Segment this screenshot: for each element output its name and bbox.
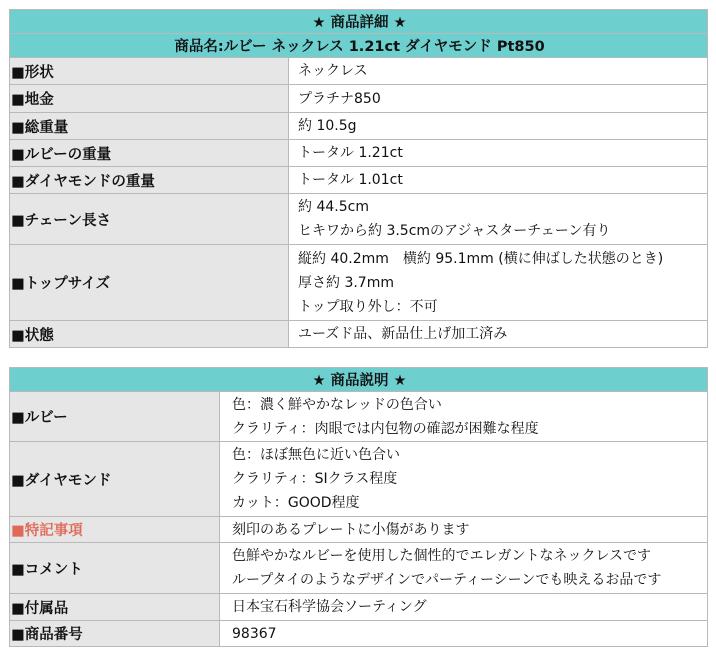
label-diamond: ■ダイヤモンド — [10, 442, 220, 517]
label-item-number: ■商品番号 — [10, 621, 220, 647]
value-top-size: 縦約 40.2mm 横約 95.1mm (横に伸ばした状態のとき) 厚さ約 3.7mm トップ取り外し：不可 — [289, 245, 708, 321]
label-special-notes: ■特記事項 — [10, 517, 220, 543]
description-title: ★ 商品説明 ★ — [10, 368, 708, 392]
value-ruby: 色：濃く鮮やかなレッドの色合い クラリティ：肉眼では内包物の確認が困難な程度 — [220, 392, 708, 442]
product-name: 商品名:ルビー ネックレス 1.21ct ダイヤモンド Pt850 — [10, 34, 708, 58]
product-description-table — [9, 367, 708, 647]
label-ruby-weight: ■ルビーの重量 — [10, 140, 289, 167]
value-condition: ユーズド品、新品仕上げ加工済み — [289, 321, 708, 348]
value-diamond-weight: トータル 1.01ct — [289, 167, 708, 194]
value-chain-length: 約 44.5cm ヒキワから約 3.5cmのアジャスターチェーン有り — [289, 194, 708, 245]
label-shape: ■形状 — [10, 58, 289, 85]
value-metal: プラチナ850 — [289, 85, 708, 113]
value-accessories: 日本宝石科学協会ソーティング — [220, 594, 708, 621]
label-top-size: ■トップサイズ — [10, 245, 289, 321]
label-diamond-weight: ■ダイヤモンドの重量 — [10, 167, 289, 194]
value-shape: ネックレス — [289, 58, 708, 85]
label-ruby: ■ルビー — [10, 392, 220, 442]
value-comment: 色鮮やかなルビーを使用した個性的でエレガントなネックレスです ループタイのようなデザインでパーティーシーンでも映えるお品です — [220, 543, 708, 594]
value-diamond: 色：ほぼ無色に近い色合い クラリティ：SIクラス程度 カット：GOOD程度 — [220, 442, 708, 517]
label-condition: ■状態 — [10, 321, 289, 348]
label-total-weight: ■総重量 — [10, 113, 289, 140]
product-details-table — [9, 9, 708, 348]
value-item-number: 98367 — [220, 621, 708, 647]
label-accessories: ■付属品 — [10, 594, 220, 621]
label-comment: ■コメント — [10, 543, 220, 594]
value-total-weight: 約 10.5g — [289, 113, 708, 140]
label-metal: ■地金 — [10, 85, 289, 113]
details-title: ★ 商品詳細 ★ — [10, 10, 708, 34]
value-special-notes: 刻印のあるプレートに小傷があります — [220, 517, 708, 543]
label-chain-length: ■チェーン長さ — [10, 194, 289, 245]
value-ruby-weight: トータル 1.21ct — [289, 140, 708, 167]
